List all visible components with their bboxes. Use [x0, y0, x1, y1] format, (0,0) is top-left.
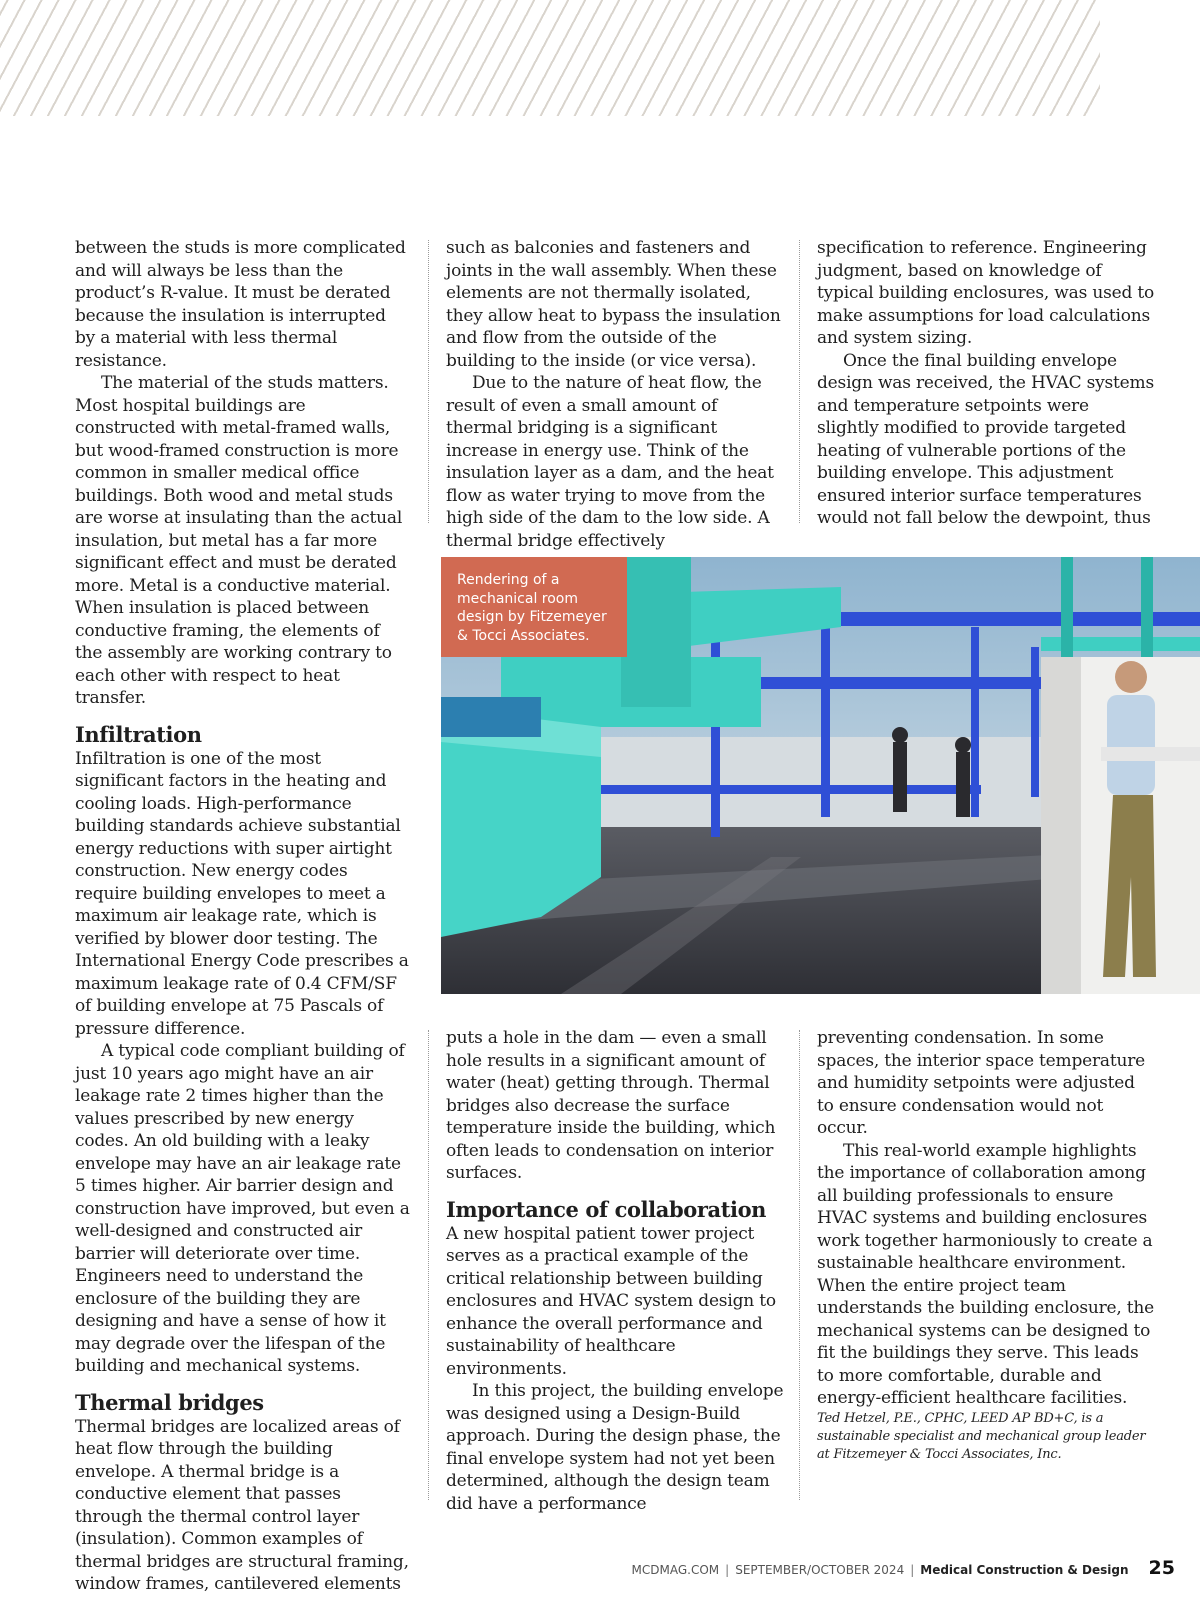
section-heading-thermal-bridges: Thermal bridges: [75, 1389, 264, 1415]
footer-separator: |: [725, 1563, 730, 1577]
paragraph: A new hospital patient tower project serves as a practical example of the critical relationship between building enclosures and HVAC system design to enhance the overall performance and sustainability of healthcare environments.: [446, 1223, 776, 1379]
page-number: 25: [1148, 1557, 1175, 1579]
column-divider: [428, 1030, 429, 1500]
paragraph: This real-world example highlights the importance of collaboration among all building professionals to ensure HVAC systems and building enclosures work together harmoniously to create a sustainable healthcare environment. When the entire project team understands the building enclosure, the mechanical systems can be designed to fit the buildings they serve. This leads to more comfortable, durable and energy-efficient healthcare facilities.: [817, 1140, 1155, 1408]
author-bio: Ted Hetzel, P.E., CPHC, LEED AP BD+C, is a sustainable specialist and mechanical group leader at Fitzemeyer & Tocci Associates, Inc.: [817, 1410, 1146, 1462]
figure-caption: Rendering of a mechanical room design by Fitzemeyer & Tocci Associates.: [441, 557, 627, 657]
paragraph: Thermal bridges are localized areas of heat flow through the building envelope. A thermal bridge is a conductive element that passes through the thermal control layer (insulation). Common examples of thermal bridges are structural framing, window frames, cantilevered elements: [75, 1416, 409, 1594]
column-divider: [799, 240, 800, 523]
paragraph: preventing condensation. In some spaces, the interior space temperature and humidity setpoints were adjusted to ensure condensation would not occur.: [817, 1028, 1146, 1138]
paragraph: The material of the studs matters. Most hospital buildings are constructed with metal-framed walls, but wood-framed construction is more common in smaller medical office buildings. Both wood and metal studs are worse at insulating than the actual insulation, but metal has a far more significant effect and must be derated more. Metal is a conductive material. When insulation is placed between conductive framing, the elements of the assembly are working contrary to each other with respect to heat transfer.: [75, 373, 403, 708]
column-middle-top: [446, 237, 784, 552]
column-divider: [428, 240, 429, 523]
paragraph: such as balconies and fasteners and joints in the wall assembly. When these elements are not thermally isolated, they allow heat to bypass the insulation and flow from the outside of the building to the inside (or vice versa).: [446, 238, 781, 371]
column-divider: [799, 1030, 800, 1500]
column-left: [75, 237, 410, 1596]
column-right-bottom: [817, 1027, 1155, 1464]
footer-issue: SEPTEMBER/OCTOBER 2024: [735, 1563, 905, 1577]
paragraph: specification to reference. Engineering judgment, based on knowledge of typical building enclosures, was used to make assumptions for load calculations and system sizing.: [817, 238, 1155, 348]
page-footer: [615, 1557, 1175, 1581]
paragraph: puts a hole in the dam — even a small hole results in a significant amount of water (heat) getting through. Thermal bridges also decrease the surface temperature inside the building, which often leads to condensation on interior surfaces.: [446, 1028, 776, 1183]
paragraph: Due to the nature of heat flow, the result of even a small amount of thermal bridging is a significant increase in energy use. Think of the insulation layer as a dam, and the heat flow as water trying to move from the high side of the dam to the low side. A thermal bridge effectively: [446, 373, 774, 551]
footer-magazine-name: Medical Construction & Design: [920, 1563, 1129, 1577]
footer-separator: |: [910, 1563, 915, 1577]
section-heading-collaboration: Importance of collaboration: [446, 1196, 767, 1222]
paragraph: In this project, the building envelope was designed using a Design-Build approach. During the design phase, the final envelope system had not yet been determined, although the design team did have a performance: [446, 1381, 784, 1514]
column-middle-bottom: [446, 1027, 784, 1515]
column-right-top: [817, 237, 1155, 530]
footer-site: MCDMAG.COM: [631, 1563, 720, 1577]
paragraph: Infiltration is one of the most significant factors in the heating and cooling loads. High-performance building standards achieve substantial energy reductions with super airtight construction. New energy codes require building envelopes to meet a maximum air leakage rate, which is verified by blower door testing. The International Energy Code prescribes a maximum leakage rate of 0.4 CFM/SF of building envelope at 75 Pascals of pressure difference.: [75, 748, 409, 1039]
paragraph: between the studs is more complicated and will always be less than the product’s R-value. It must be derated because the insulation is interrupted by a material with less thermal resistance.: [75, 238, 406, 371]
paragraph: A typical code compliant building of just 10 years ago might have an air leakage rate 2 times higher than the values prescribed by new energy codes. An old building with a leaky envelope may have an air leakage rate 5 times higher. Air barrier design and construction have improved, but even a well-designed and constructed air barrier will deteriorate over time. Engineers need to understand the enclosure of the building they are designing and have a sense of how it may degrade over the lifespan of the building and mechanical systems.: [75, 1041, 410, 1376]
section-heading-infiltration: Infiltration: [75, 721, 202, 747]
decorative-stripe-band: [0, 0, 1100, 116]
paragraph: Once the final building envelope design was received, the HVAC systems and temperature setpoints were slightly modified to provide targeted heating of vulnerable portions of the building envelope. This adjustment ensured interior surface temperatures would not fall below the dewpoint, thus: [817, 350, 1154, 528]
